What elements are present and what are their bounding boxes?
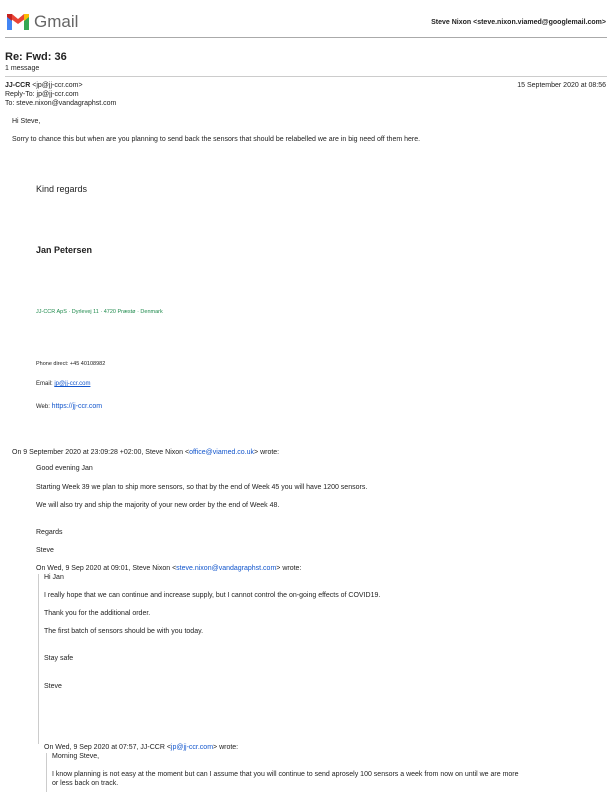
quote2-intro — [36, 565, 301, 572]
quote2-greeting: Hi Jan — [44, 574, 64, 581]
gmail-wordmark: Gmail — [34, 12, 79, 31]
email-label: Email: — [36, 381, 55, 387]
quote2-paragraph-3: The first batch of sensors should be with you today. — [44, 628, 204, 635]
quote3-intro-prefix: On Wed, 9 Sep 2020 at 07:57, JJ-CCR < — [44, 744, 171, 751]
quote1-intro-suffix: > wrote: — [254, 449, 280, 456]
quote2-paragraph-2: Thank you for the additional order. — [44, 610, 151, 617]
account-email: Steve Nixon <steve.nixon.viamed@googlemail.com> — [431, 19, 606, 26]
quote2-intro-suffix: > wrote: — [276, 565, 302, 572]
quote3-border — [46, 753, 47, 792]
recipient: To: steve.nixon@vandagraphst.com — [5, 100, 117, 107]
web-link[interactable]: https://jj-ccr.com — [51, 403, 103, 410]
quote2-paragraph-1: I really hope that we can continue and increase supply, but I cannot control the on-going effects of COVID19. — [44, 592, 381, 599]
signature-email — [36, 381, 90, 387]
header-divider — [5, 37, 607, 38]
quote3-intro-suffix: > wrote: — [213, 744, 239, 751]
gmail-m-icon — [6, 13, 30, 31]
quote1-paragraph-1: Starting Week 39 we plan to ship more sensors, so that by the end of Week 45 you will have 1200 sensors. — [36, 484, 368, 491]
signature-web — [36, 403, 102, 410]
reply-to: Reply-To: jp@jj-ccr.com — [5, 91, 79, 98]
sender-address: <jp@jj-ccr.com> — [32, 82, 83, 89]
quote2-border — [38, 574, 39, 744]
quote1-email-link[interactable]: office@viamed.co.uk — [189, 449, 255, 456]
quote1-intro — [12, 449, 279, 456]
email-link[interactable]: jp@jj-ccr.com — [54, 381, 91, 387]
quote3-email-link[interactable]: jp@jj-ccr.com — [170, 744, 214, 751]
thread-subject: Re: Fwd: 36 — [5, 51, 67, 63]
quote2-email-link[interactable]: steve.nixon@vandagraphst.com — [176, 565, 277, 572]
quote3-paragraph-1-cont: or less back on track. — [52, 780, 119, 787]
quote2-stay-safe: Stay safe — [44, 655, 74, 662]
quote2-name: Steve — [44, 683, 62, 690]
subject-divider — [5, 76, 607, 77]
message-date: 15 September 2020 at 08:56 — [517, 82, 606, 89]
quote1-greeting: Good evening Jan — [36, 465, 93, 472]
quote3-paragraph-1: I know planning is not easy at the moment but can I assume that you will continue to send aprosely 100 sensors a week from now on until we are more — [52, 771, 519, 778]
kind-regards: Kind regards — [36, 184, 88, 194]
sender — [5, 82, 83, 89]
signature-name: Jan Petersen — [36, 245, 93, 255]
quote1-regards: Regards — [36, 529, 63, 536]
gmail-logo — [6, 13, 30, 33]
quote1-name: Steve — [36, 547, 54, 554]
quote2-intro-prefix: On Wed, 9 Sep 2020 at 09:01, Steve Nixon < — [36, 565, 177, 572]
message-body: Sorry to chance this but when are you planning to send back the sensors that should be relabelled we are in big need off them here. — [12, 136, 421, 143]
quote1-paragraph-2: We will also try and ship the majority of your new order by the end of Week 48. — [36, 502, 280, 509]
sender-name: JJ-CCR — [5, 82, 31, 89]
quote1-intro-prefix: On 9 September 2020 at 23:09:28 +02:00, Steve Nixon < — [12, 449, 190, 456]
phone-direct: Phone direct: +45 40108982 — [36, 361, 106, 367]
quote3-intro — [44, 744, 238, 751]
web-label: Web: — [36, 404, 52, 410]
greeting: Hi Steve, — [12, 118, 41, 125]
message-count: 1 message — [5, 65, 40, 72]
company-address: JJ-CCR ApS · Dyrlevej 11 · 4720 Præstø · Denmark — [36, 309, 163, 315]
quote3-greeting: Morning Steve, — [52, 753, 100, 760]
